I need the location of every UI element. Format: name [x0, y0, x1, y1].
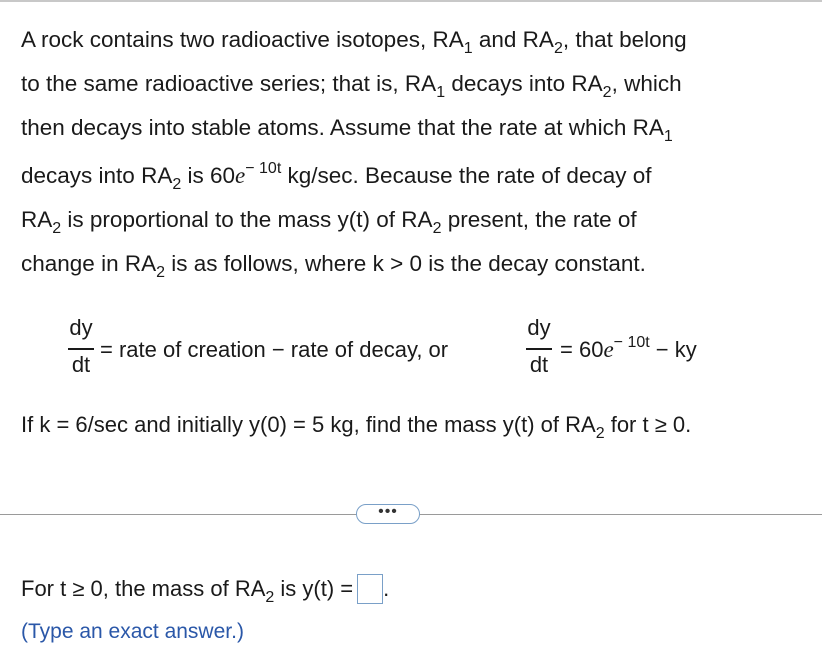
problem-line-4 — [21, 154, 811, 198]
subscript: 1 — [436, 84, 446, 101]
text: . — [383, 576, 390, 601]
text: , which — [611, 71, 682, 96]
question-text — [21, 412, 692, 442]
text: For t ≥ 0, the mass of RA — [21, 576, 266, 601]
text: kg/sec. Because the rate of decay of — [281, 163, 652, 188]
top-border — [0, 0, 822, 2]
text: present, the rate of — [441, 207, 637, 232]
text: , that belong — [562, 27, 687, 52]
euler-e: e — [603, 337, 614, 362]
subscript: 2 — [595, 425, 605, 442]
denominator: dt — [529, 352, 549, 377]
problem-line-5 — [21, 198, 811, 242]
euler-e: e — [235, 163, 246, 188]
exponent: − 10t — [613, 334, 650, 351]
problem-line-3 — [21, 106, 811, 150]
text: change in RA — [21, 251, 157, 276]
equation-rhs — [560, 334, 697, 363]
equation-middle-text: = rate of creation − rate of decay, or — [100, 337, 449, 362]
subscript: 2 — [553, 40, 563, 57]
text: is 60 — [181, 163, 236, 188]
subscript: 1 — [663, 128, 673, 145]
fraction-bar — [526, 348, 552, 350]
text: for t ≥ 0. — [604, 412, 692, 437]
text: RA — [21, 207, 53, 232]
text: then decays into stable atoms. Assume that the rate at which RA — [21, 115, 664, 140]
text: A rock contains two radioactive isotopes, RA — [21, 27, 464, 52]
numerator: dy — [527, 315, 551, 340]
text: If k = 6/sec and initially y(0) = 5 kg, find the mass y(t) of RA — [21, 412, 596, 437]
fraction-bar — [68, 348, 94, 350]
text: is as follows, where k > 0 is the decay constant. — [165, 251, 646, 276]
subscript: 2 — [432, 220, 442, 237]
text: decays into RA — [21, 163, 173, 188]
subscript: 2 — [172, 176, 182, 193]
problem-line-2 — [21, 62, 811, 106]
subscript: 2 — [156, 264, 165, 281]
subscript: 2 — [265, 589, 275, 606]
answer-row — [21, 574, 389, 608]
problem-line-1 — [21, 18, 811, 62]
text: decays into RA — [445, 71, 603, 96]
subscript: 1 — [463, 40, 473, 57]
subscript: 2 — [602, 84, 612, 101]
subscript: 2 — [52, 220, 62, 237]
denominator: dt — [71, 352, 91, 377]
text: is y(t) = — [274, 576, 354, 601]
text: − ky — [649, 337, 697, 362]
text: = 60 — [560, 337, 604, 362]
text: is proportional to the mass y(t) of RA — [61, 207, 433, 232]
problem-line-6 — [21, 242, 811, 286]
numerator: dy — [69, 315, 93, 340]
exponent: − 10t — [245, 160, 282, 177]
problem-statement — [21, 18, 811, 286]
text: to the same radioactive series; that is, RA — [21, 71, 437, 96]
show-more-button[interactable]: ••• — [356, 504, 420, 524]
answer-hint: (Type an exact answer.) — [21, 620, 244, 643]
answer-input[interactable] — [357, 574, 383, 604]
text: and RA — [472, 27, 554, 52]
